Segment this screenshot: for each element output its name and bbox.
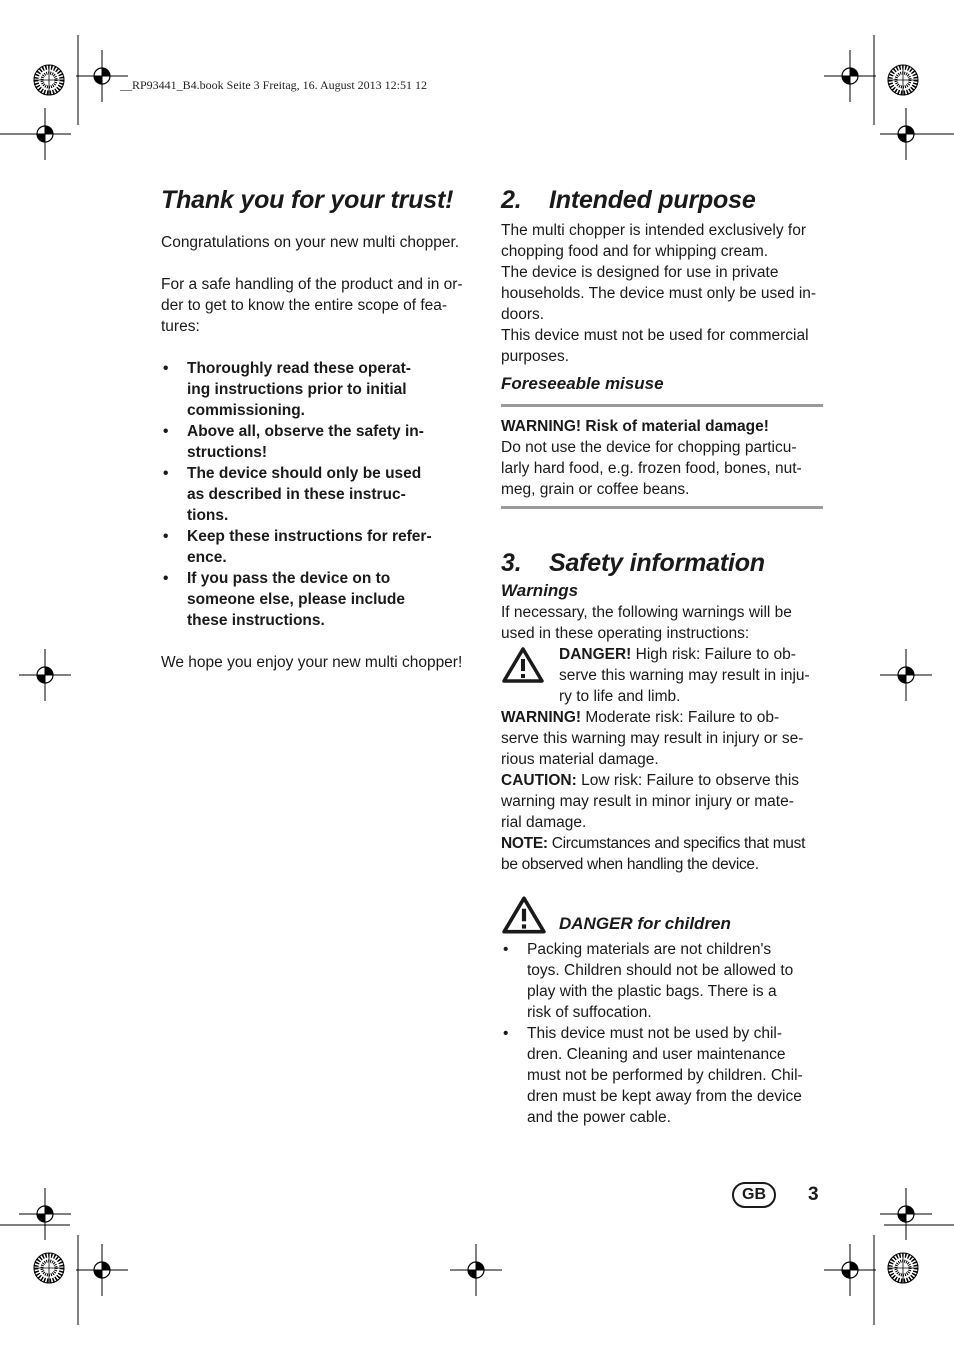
warnings-intro: If necessary, the following warnings will be used in these operating instructions: [501,604,792,642]
intro-text: Congratulations on your new multi chopper. [161,234,460,251]
instructions-list [161,358,483,631]
intended-purpose-text: The multi chopper is intended exclusively for chopping food and for whipping cream. The device is designed for use in private households. The device must only be used in- doors. This device must not be used for commercial purposes. [501,222,817,365]
print-slug: __RP93441_B4.book Seite 3 Freitag, 16. August 2013 12:51 12 [120,78,428,92]
list-item: • Packing materials are not children's toys. Children should not be allowed to play with the plastic bags. There is a risk of suffocation. [501,939,823,1023]
section-2-heading: 2. Intended purpose [501,186,756,214]
left-column [161,180,483,673]
children-danger-heading: DANGER for children [501,895,823,939]
caution-definition: CAUTION: Low risk: Failure to observe this warning may result in minor injury or mate- rial damage. [501,772,800,831]
safe-handling-text: For a safe handling of the product and in or- der to get to know the entire scope of fea- tures: [161,276,463,335]
thank-you-heading: Thank you for your trust! [161,186,454,214]
country-badge: GB [732,1182,776,1208]
list-item: • If you pass the device on to someone else, please include these instructions. [161,568,483,631]
children-danger-list [501,939,823,1128]
note-definition: NOTE: Circumstances and specifics that must be observed when handling the device. [501,835,806,873]
danger-definition: DANGER! High risk: Failure to ob- serve this warning may result in inju- ry to life and limb. [501,644,823,707]
warnings-heading: Warnings [501,581,579,600]
warning-triangle-icon [501,895,559,940]
list-item: • Keep these instructions for refer- ence. [161,526,483,568]
list-item: • The device should only be used as described in these instruc- tions. [161,463,483,526]
closing-text: We hope you enjoy your new multi chopper! [161,654,463,671]
warning-triangle-icon [501,644,559,707]
right-column [501,180,823,1128]
list-item: • This device must not be used by chil- dren. Cleaning and user maintenance must not be performed by children. Chil- dren must be kept away from the device and the power cable. [501,1023,823,1128]
page-number: 3 [808,1184,819,1205]
material-damage-warning: WARNING! Risk of material damage! Do not use the device for chopping particu- larly hard food, e.g. frozen food, bones, nut- meg, grain or coffee beans. [501,418,802,498]
list-item: • Above all, observe the safety in- structions! [161,421,483,463]
foreseeable-misuse-heading: Foreseeable misuse [501,374,664,393]
warning-definition: WARNING! Moderate risk: Failure to ob- serve this warning may result in injury or se- rious material damage. [501,709,804,768]
section-3-heading: 3. Safety information [501,549,765,577]
list-item: • Thoroughly read these operat- ing instructions prior to initial commissioning. [161,358,483,421]
